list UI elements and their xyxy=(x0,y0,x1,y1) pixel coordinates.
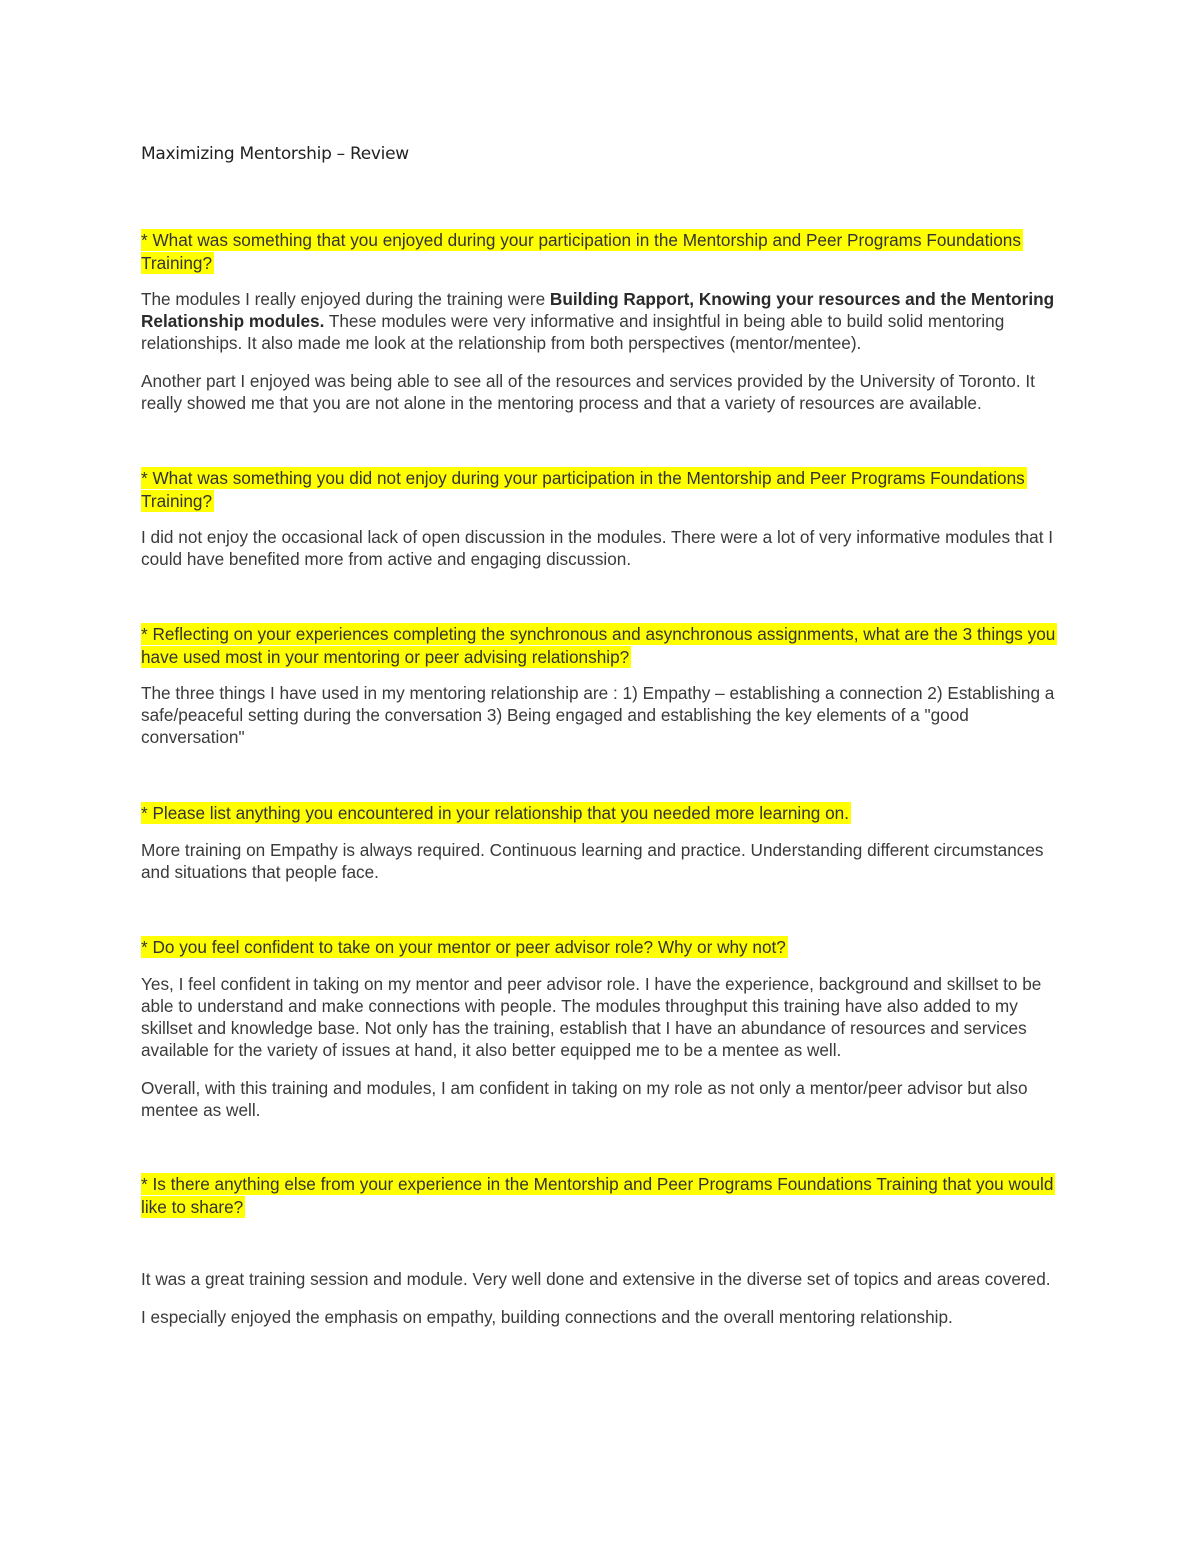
answer-2-paragraph-1: I did not enjoy the occasional lack of open discussion in the modules. There were a lot of very informative modules that I could have benefited more from active and engaging discussion. xyxy=(141,527,1054,569)
answer-5-paragraph-2: Overall, with this training and modules, I am confident in taking on my role as not only a mentor/peer advisor but also mentee as well. xyxy=(141,1077,1028,1120)
question-4: * Please list anything you encountered in your relationship that you needed more learning on. xyxy=(141,803,850,823)
answer-1-paragraph-1: The modules I really enjoyed during the training were Building Rapport, Knowing your resources and the Mentoring Relationship modules. These modules were very informative and insightful in being able to build solid mentoring relationships. It also made me look at the relationship from both perspectives (mentor/mentee). xyxy=(141,289,1055,353)
answer-6-paragraph-2: I especially enjoyed the emphasis on empathy, building connections and the overall mentoring relationship. xyxy=(141,1307,953,1327)
answer-4-paragraph-1: More training on Empathy is always required. Continuous learning and practice. Understanding different circumstances and situations that people face. xyxy=(141,839,1044,882)
question-5: * Do you feel confident to take on your mentor or peer advisor role? Why or why not? xyxy=(141,937,786,957)
qa-section-2 xyxy=(141,467,1071,570)
qa-section-6 xyxy=(141,1173,1071,1328)
answer-6-paragraph-1: It was a great training session and module. Very well done and extensive in the diverse set of topics and areas covered. xyxy=(141,1269,1051,1289)
document-title: Maximizing Mentorship – Review xyxy=(141,144,409,164)
question-3: * Reflecting on your experiences completing the synchronous and asynchronous assignments, what are the 3 things you have used most in your mentoring or peer advising relationship? xyxy=(141,624,1056,667)
answer-5-paragraph-1: Yes, I feel confident in taking on my mentor and peer advisor role. I have the experience, background and skillset to be able to understand and make connections with people. The modules throughput this training have also added to my skillset and knowledge base. Not only has the training, establish that I have an abundance of resources and services available for the variety of issues at hand, it also better equipped me to be a mentee as well. xyxy=(141,973,1042,1060)
qa-section-1 xyxy=(141,229,1071,414)
qa-section-5 xyxy=(141,936,1071,1121)
qa-section-4 xyxy=(141,802,1071,883)
question-2: * What was something you did not enjoy during your participation in the Mentorship and Peer Programs Foundations Training? xyxy=(141,468,1025,511)
answer-3-paragraph-1: The three things I have used in my mentoring relationship are : 1) Empathy – establishing a connection 2) Establishing a safe/peaceful setting during the conversation 3) Being engaged and establishing the key elements of a "good conversation" xyxy=(141,683,1055,747)
question-6: * Is there anything else from your experience in the Mentorship and Peer Programs Foundations Training that you would like to share? xyxy=(141,1174,1054,1217)
answer-1-bold-text: Building Rapport, Knowing your resources and the Mentoring Relationship modules. xyxy=(141,289,1055,331)
question-1: * What was something that you enjoyed during your participation in the Mentorship and Peer Programs Foundations Training? xyxy=(141,230,1021,273)
answer-1-paragraph-2: Another part I enjoyed was being able to see all of the resources and services provided by the University of Toronto. It really showed me that you are not alone in the mentoring process and that a variety of resources are available. xyxy=(141,371,1035,413)
qa-section-3 xyxy=(141,623,1071,748)
